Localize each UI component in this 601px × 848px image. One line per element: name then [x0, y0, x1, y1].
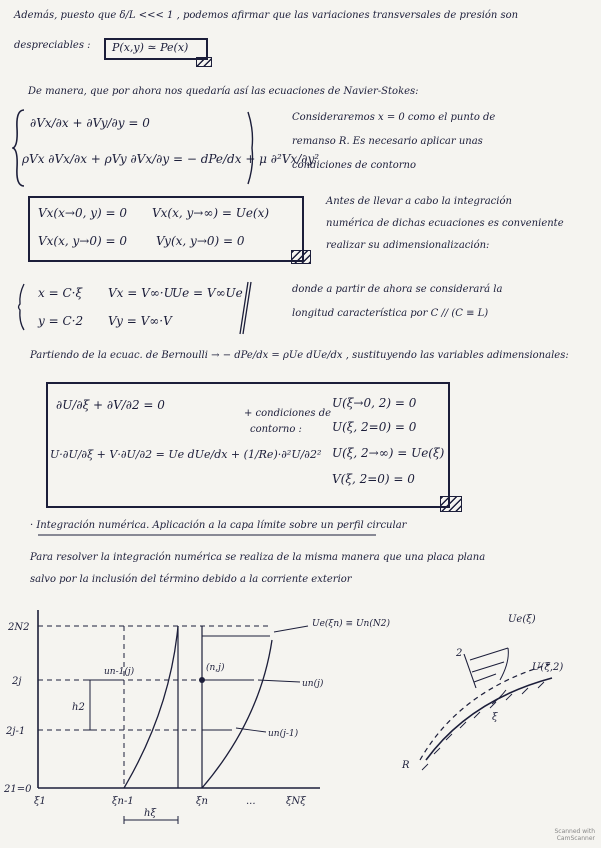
momentum-eq: ρVx ∂Vx/∂x + ρVy ∂Vx/∂y = − dPe/dx + μ ∂²Vx/∂y² [22, 152, 320, 166]
adim-vy: Vy = V∞·V [108, 314, 172, 328]
x-label-n-xi: ξNξ [286, 796, 306, 807]
nd-plus-conditions: + condiciones de [244, 408, 332, 419]
grid-figure [0, 600, 410, 830]
x-label-dots: ... [246, 796, 256, 807]
x-label-1: ξ1 [34, 796, 46, 807]
y-label-j1: 2j-1 [6, 726, 26, 737]
x-label-n1: ξn-1 [112, 796, 134, 807]
axis-xi-label: ξ [492, 712, 498, 723]
y-label-zero: 21=0 [4, 784, 32, 795]
ns-intro: De manera, que por ahora nos quedaría así las ecuaciones de Navier-Stokes: [28, 86, 419, 97]
top-pointer-label: Ue(ξn) ≡ Un(N2) [312, 619, 390, 629]
u-xi2-label: U(ξ,2) [532, 662, 564, 673]
nd-bc-1: U(ξ→0, 2) = 0 [332, 396, 417, 410]
scanner-line-2: CamScanner [556, 835, 595, 842]
intro-line: Además, puesto que δ/L <<< 1 , podemos afirmar que las variaciones transversales de presión son [14, 10, 519, 21]
note-adim-3: realizar su adimensionalización: [326, 240, 490, 251]
section-underline [38, 533, 378, 537]
profile-figure [400, 600, 590, 780]
note-remanso-2: remanso R. Es necesario aplicar unas [292, 136, 483, 147]
h2-label: h2 [72, 702, 85, 713]
nd-continuity: ∂U/∂ξ + ∂V/∂2 = 0 [56, 398, 165, 412]
left-brace [12, 108, 26, 188]
adim-x: x = C·ξ [38, 286, 83, 300]
boxed-pressure-text: P(x,y) ≃ Pe(x) [112, 41, 189, 54]
boxed-pressure [104, 38, 208, 60]
bc-1: Vx(x→0, y) = 0 [38, 206, 127, 220]
y-label-j: 2j [12, 676, 22, 687]
stagnation-label: R [402, 760, 410, 771]
note-remanso-1: Consideraremos x = 0 como el punto de [292, 112, 496, 123]
note-char-1: donde a partir de ahora se considerará la [292, 284, 503, 295]
small-brace [16, 282, 26, 332]
bernoulli-line: Partiendo de la ecuac. de Bernoulli → − dPe/dx = ρUe dUe/dx , sustituyendo las variables adimensionales: [30, 350, 569, 361]
ue-xi-label: Ue(ξ) [508, 614, 536, 625]
note-adim-2: numérica de dichas ecuaciones es conveniente [326, 218, 564, 229]
note-remanso-3: condiciones de contorno [292, 160, 416, 171]
nd-contorno: contorno : [250, 424, 302, 435]
bc-3: Vx(x, y→0) = 0 [38, 234, 127, 248]
nd-momentum: U·∂U/∂ξ + V·∂U/∂2 = Ue dUe/dx + (1/Re)·∂²U/∂2² [50, 448, 322, 461]
double-slash [236, 280, 252, 336]
continuity-eq: ∂Vx/∂x + ∂Vy/∂y = 0 [30, 116, 150, 130]
adim-vx: Vx = V∞·U [108, 286, 174, 300]
bc-4: Vy(x, y→0) = 0 [156, 234, 245, 248]
hatch-mark-2 [291, 250, 311, 264]
hxi-label: hξ [144, 808, 156, 819]
bc-2: Vx(x, y→∞) = Ue(x) [152, 206, 270, 220]
adim-ue: Ue = V∞Ue [172, 286, 243, 300]
nd-bc-2: U(ξ, 2=0) = 0 [332, 420, 417, 434]
scanner-watermark [554, 828, 595, 842]
node-label: (n,j) [206, 663, 225, 673]
un-j-label: un(j) [302, 679, 324, 689]
paragraph-1: Para resolver la integración numérica se realiza de la misma manera que una placa plana [30, 552, 486, 563]
section-heading: · Integración numérica. Aplicación a la capa límite sobre un perfil circular [30, 520, 407, 531]
arrow-left-label: un-1(j) [104, 667, 135, 677]
right-bracket [246, 110, 256, 186]
nd-bc-4: V(ξ, 2=0) = 0 [332, 472, 415, 486]
axis-2-label: 2 [456, 648, 463, 659]
scanner-line-1: Scanned with [554, 828, 595, 835]
x-label-n: ξn [196, 796, 208, 807]
y-label-top: 2N2 [8, 622, 30, 633]
nd-bc-3: U(ξ, 2→∞) = Ue(ξ) [332, 446, 445, 460]
note-adim-1: Antes de llevar a cabo la integración [326, 196, 512, 207]
intro-line-2: despreciables : [14, 40, 91, 51]
un-j1-label: un(j-1) [268, 729, 299, 739]
hatch-mark-3 [440, 496, 462, 512]
paragraph-2: salvo por la inclusión del término debido a la corriente exterior [30, 574, 352, 585]
hatch-mark [196, 57, 212, 67]
note-char-2: longitud característica por C // (C ≡ L) [292, 308, 489, 319]
adim-y: y = C·2 [38, 314, 84, 328]
